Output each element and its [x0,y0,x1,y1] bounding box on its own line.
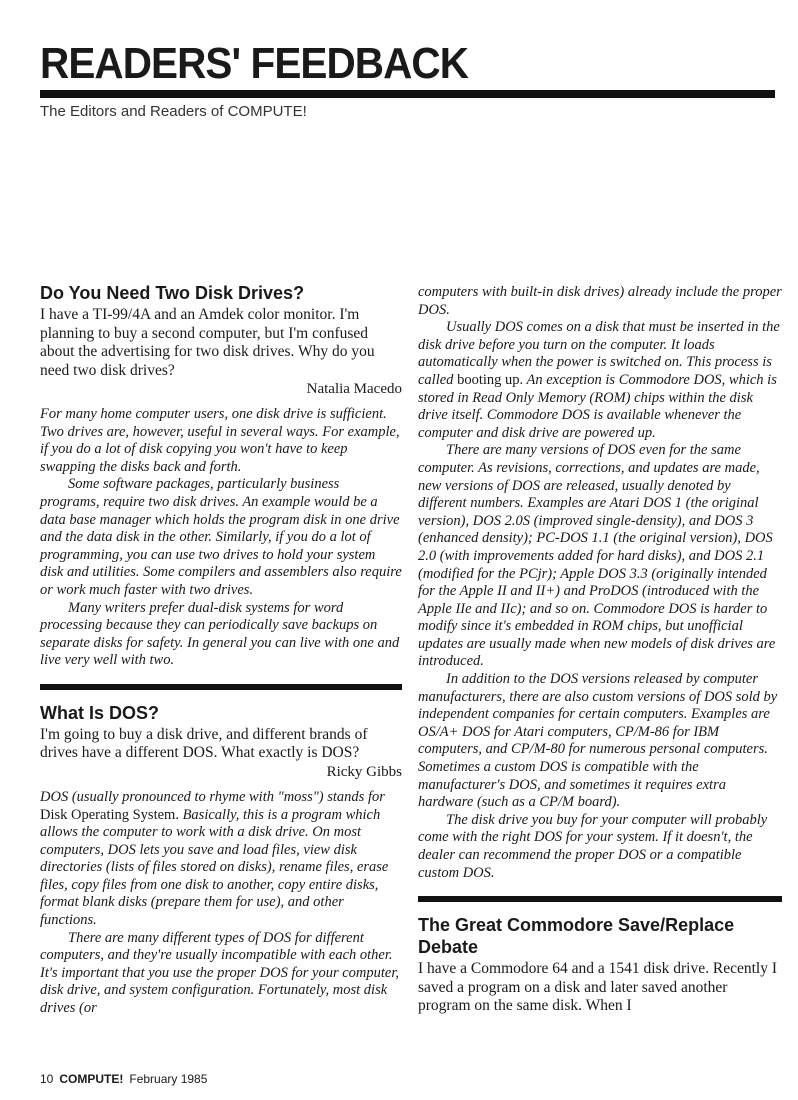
letter2-answer-p1-term: Disk Operating System. [40,806,179,823]
letter1-heading: Do You Need Two Disk Drives? [40,283,305,303]
letter2-answer-p4-a: Usually DOS comes on a disk that must be inserted in the disk drive before you turn on the computer. It loads automatically when the power is switched on. This process is called [418,319,780,388]
page-number: 10 [40,1072,54,1086]
letter2-answer-p4 [418,319,782,442]
masthead [40,40,775,120]
letter2-answer-p1-b: Basically, this is a program which allows the computer to work with a disk drive. On most computers, DOS lets you save and load files, view disk directories (lists of files stored on disks), rename files, erase files, copy files from one disk to another, copy entire disks, format blank disks (prepare them for use), and other functions. [40,806,389,929]
letter3-question: I have a Commodore 64 and a 1541 disk drive. Recently I saved a program on a disk and later saved another program on the same disk. When I [418,960,777,1015]
letter2-question: I'm going to buy a disk drive, and different brands of drives have a different DOS. What exactly is DOS? [40,725,368,762]
letter1-signature: Natalia Macedo [306,381,402,397]
page-title: READERS' FEEDBACK [40,39,469,88]
letter2-answer-p7: The disk drive you buy for your computer will probably come with the right DOS for your system. If it doesn't, the dealer can recommend the proper DOS or a compatible custom DOS. [418,811,768,881]
masthead-rule [40,90,775,98]
magazine-name: COMPUTE! [59,1072,124,1086]
letter2-heading: What Is DOS? [40,702,160,723]
page-subtitle: The Editors and Readers of COMPUTE! [40,103,307,120]
letter2-answer-p4-b: An exception is Commodore DOS, which is stored in Read Only Memory (ROM) chips within the disk drive itself. Commodore DOS is available whenever the computer and disk drive are powered up. [418,371,777,441]
page-footer [40,1072,207,1086]
letter1-question: I have a TI-99/4A and an Amdek color monitor. I'm planning to buy a second computer, but I'm confused about the advertising for two disk drives. Why do you need two disk drives? [40,306,375,379]
letter3-heading: The Great Commodore Save/Replace Debate [418,915,735,958]
letter2-answer-p6: In addition to the DOS versions released by computer manufacturers, there are also custom versions of DOS sold by independent companies for certain computers. Examples are OS/A+ DOS for Atari computers, CP/M-86 for IBM computers, and CP/M-80 for numerous personal computers. Sometimes a custom DOS is compatible with the manufacturer's DOS, and sometimes it requires extra hardware (such as a CP/M board). [418,671,778,811]
issue-date: February 1985 [129,1072,208,1086]
letter2-answer-p1-a: DOS (usually pronounced to rhyme with "moss") stands for [40,788,385,805]
section-divider [40,684,402,690]
letter1-answer-p1: For many home computer users, one disk drive is sufficient. Two drives are, however, useful in several ways. For example, if you do a lot of disk copying you won't have to keep swapping the disks back and forth. [40,406,400,475]
right-column [418,284,782,1016]
letter1-answer-p2: Some software packages, particularly business programs, require two disk drives. An example would be a data base manager which holds the program disk in one drive and the data disk in the other. Similarly, if you do a lot of programming, you can use two drives to hold your system disk and utilities. Some compilers and assemblers also require or work much faster with two drives. [40,476,402,598]
letter2-answer-p3: computers with built-in disk drives) already include the proper DOS. [418,284,782,318]
letter1-answer-p3: Many writers prefer dual-disk systems for word processing because they can periodically save backups on separate disks for safety. In general you can live with one and live very well with two. [40,599,400,669]
letter2-answer-p1 [40,789,402,930]
letter2-signature: Ricky Gibbs [326,763,402,780]
left-column [40,282,402,1018]
letter2-answer-p4-term: booting up. [457,371,524,388]
section-divider [418,896,782,902]
letter2-answer-p2: There are many different types of DOS for different computers, and they're usually incompatible with each other. It's important that you use the proper DOS for your computer, disk drive, and system configuration. Fortunately, most disk drives (or [40,929,399,1017]
letter2-answer-p5: There are many versions of DOS even for the same computer. As revisions, corrections, and updates are made, new versions of DOS are released, usually denoted by different numbers. Examples are Atari DOS 1 (the original version), DOS 2.0S (improved single-density), and DOS 3 (enhanced density); PC-DOS 1.1 (the original version), DOS 2.0 (with improvements added for hard disks), and DOS 2.1 (modified for the PCjr); Apple DOS 3.3 (originally intended for the Apple II and II+) and ProDOS (introduced with the Apple IIe and IIc); and so on. Commodore DOS is harder to modify since it's embedded in ROM chips, but unofficial updates are usually made when new models of disk drives are introduced. [418,442,776,670]
